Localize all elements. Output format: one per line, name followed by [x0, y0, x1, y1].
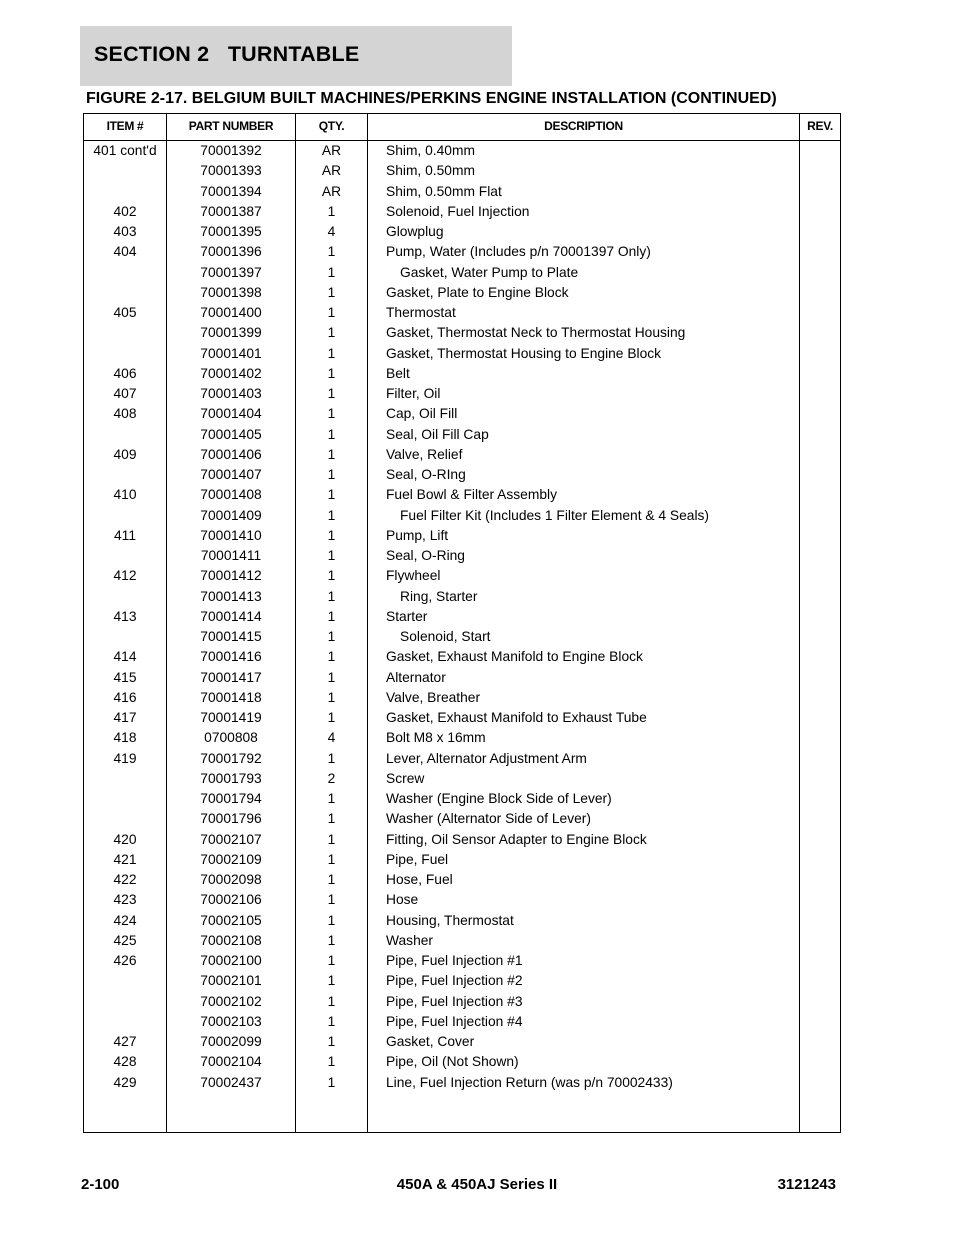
- quantity-cell: 1: [327, 264, 336, 280]
- part-number-cell: 0700808: [204, 730, 258, 746]
- item-number-cell: 422: [113, 872, 137, 887]
- description-cell: Lever, Alternator Adjustment Arm: [386, 750, 587, 766]
- table-row: [84, 729, 840, 749]
- description-cell: Seal, O-Ring: [386, 548, 465, 563]
- part-number-cell: 70001407: [200, 467, 262, 482]
- part-number-cell: 70001403: [200, 386, 262, 401]
- table-row: [84, 264, 840, 284]
- description-cell: Belt: [386, 365, 410, 381]
- table-row: [84, 527, 840, 547]
- quantity-cell: AR: [321, 143, 342, 158]
- table-row: [84, 628, 840, 648]
- part-number-cell: 70001792: [200, 750, 262, 766]
- item-number-cell: 406: [113, 365, 137, 381]
- table-row: [84, 243, 840, 263]
- part-number-cell: 70001419: [200, 710, 262, 725]
- item-number-cell: 402: [113, 203, 137, 219]
- table-row: [84, 790, 840, 810]
- part-number-cell: 70002099: [200, 1034, 262, 1049]
- part-number-cell: 70002107: [200, 831, 262, 847]
- quantity-cell: AR: [321, 163, 342, 179]
- part-number-cell: 70001393: [200, 163, 262, 179]
- description-cell: Glowplug: [386, 224, 444, 239]
- item-number-cell: 418: [113, 730, 137, 746]
- description-cell: Alternator: [386, 669, 446, 685]
- item-number-cell: 417: [113, 710, 137, 725]
- table-row: [84, 324, 840, 344]
- table-row: [84, 770, 840, 790]
- table-row: [84, 993, 840, 1013]
- item-number-cell: 414: [113, 649, 137, 665]
- column-header-part-number: PART NUMBER: [188, 119, 274, 133]
- document-number: 3121243: [777, 1176, 836, 1193]
- quantity-cell: 1: [327, 912, 336, 928]
- table-row: [84, 162, 840, 182]
- part-number-cell: 70001413: [200, 588, 262, 604]
- item-number-cell: 415: [113, 669, 137, 685]
- table-row: [84, 750, 840, 770]
- quantity-cell: 4: [327, 224, 336, 239]
- table-row: [84, 588, 840, 608]
- table-row: [84, 1033, 840, 1053]
- part-number-cell: 70002098: [200, 872, 262, 887]
- column-header-description: DESCRIPTION: [544, 119, 623, 133]
- table-row: [84, 426, 840, 446]
- description-cell: Valve, Breather: [386, 689, 481, 705]
- quantity-cell: 1: [327, 689, 336, 705]
- quantity-cell: 1: [327, 568, 336, 584]
- item-number-cell: 407: [113, 386, 137, 401]
- item-number-cell: 405: [113, 305, 137, 320]
- column-header-qty: QTY.: [318, 119, 345, 133]
- part-number-cell: 70002105: [200, 912, 262, 928]
- part-number-cell: 70001401: [200, 345, 262, 361]
- description-cell: Pump, Lift: [386, 527, 449, 543]
- quantity-cell: 1: [327, 851, 336, 867]
- quantity-cell: 1: [327, 1054, 336, 1070]
- quantity-cell: 1: [327, 710, 336, 725]
- quantity-cell: 1: [327, 588, 336, 604]
- table-row: [84, 304, 840, 324]
- table-row: [84, 284, 840, 304]
- quantity-cell: 1: [327, 811, 336, 827]
- table-row: [84, 1074, 840, 1094]
- quantity-cell: 1: [327, 244, 336, 260]
- quantity-cell: 1: [327, 426, 336, 442]
- quantity-cell: 1: [327, 892, 336, 908]
- description-cell: Pipe, Fuel Injection #3: [386, 993, 523, 1009]
- part-number-cell: 70001410: [200, 527, 262, 543]
- quantity-cell: 4: [327, 730, 336, 746]
- description-cell: Washer: [386, 932, 434, 948]
- quantity-cell: 1: [327, 345, 336, 361]
- table-body: [84, 142, 840, 1094]
- description-cell: Gasket, Thermostat Housing to Engine Block: [386, 345, 662, 361]
- quantity-cell: 1: [327, 750, 336, 766]
- description-cell: Starter: [386, 608, 428, 624]
- table-row: [84, 223, 840, 243]
- description-cell: Housing, Thermostat: [386, 912, 514, 928]
- part-number-cell: 70001796: [200, 811, 262, 827]
- column-header-rev: REV.: [807, 119, 833, 133]
- part-number-cell: 70001408: [200, 487, 262, 503]
- description-cell: Hose: [386, 892, 419, 908]
- part-number-cell: 70001417: [200, 669, 262, 685]
- part-number-cell: 70001412: [200, 568, 262, 584]
- description-cell: Bolt M8 x 16mm: [386, 730, 486, 746]
- table-row: [84, 851, 840, 871]
- description-cell: Fuel Bowl & Filter Assembly: [386, 487, 557, 503]
- part-number-cell: 70001395: [200, 224, 262, 239]
- table-row: [84, 203, 840, 223]
- quantity-cell: 2: [327, 770, 336, 786]
- table-row: [84, 608, 840, 628]
- item-number-cell: 409: [113, 446, 137, 462]
- quantity-cell: 1: [327, 446, 336, 462]
- item-number-cell: 423: [113, 892, 137, 908]
- table-row: [84, 709, 840, 729]
- table-row: [84, 567, 840, 587]
- item-number-cell: 412: [113, 568, 137, 584]
- quantity-cell: 1: [327, 365, 336, 381]
- quantity-cell: 1: [327, 284, 336, 300]
- part-number-cell: 70002103: [200, 1013, 262, 1029]
- part-number-cell: 70001387: [200, 203, 262, 219]
- quantity-cell: 1: [327, 325, 336, 341]
- part-number-cell: 70001406: [200, 446, 262, 462]
- quantity-cell: AR: [321, 183, 342, 199]
- description-cell: Solenoid, Fuel Injection: [386, 203, 530, 219]
- description-cell: Shim, 0.50mm Flat: [386, 183, 502, 199]
- description-cell: Cap, Oil Fill: [386, 406, 458, 422]
- description-cell: Pipe, Fuel Injection #2: [386, 973, 523, 989]
- part-number-cell: 70001394: [200, 183, 262, 199]
- header-divider: [84, 140, 840, 141]
- table-row: [84, 648, 840, 668]
- table-row: [84, 932, 840, 952]
- description-cell: Gasket, Water Pump to Plate: [400, 264, 579, 280]
- quantity-cell: 1: [327, 386, 336, 401]
- quantity-cell: 1: [327, 629, 336, 644]
- table-row: [84, 1053, 840, 1073]
- item-number-cell: 401 cont'd: [93, 143, 157, 158]
- quantity-cell: 1: [327, 831, 336, 847]
- description-cell: Flywheel: [386, 568, 441, 584]
- description-cell: Pump, Water (Includes p/n 70001397 Only): [386, 244, 651, 260]
- item-number-cell: 404: [113, 244, 137, 260]
- quantity-cell: 1: [327, 973, 336, 989]
- table-row: [84, 1013, 840, 1033]
- part-number-cell: 70001404: [200, 406, 262, 422]
- quantity-cell: 1: [327, 649, 336, 665]
- page-number: 2-100: [81, 1176, 120, 1193]
- item-number-cell: 408: [113, 406, 137, 422]
- description-cell: Pipe, Oil (Not Shown): [386, 1054, 519, 1070]
- description-cell: Hose, Fuel: [386, 872, 453, 887]
- part-number-cell: 70001418: [200, 689, 262, 705]
- table-row: [84, 345, 840, 365]
- part-number-cell: 70002104: [200, 1054, 262, 1070]
- part-number-cell: 70001409: [200, 507, 262, 523]
- table-row: [84, 547, 840, 567]
- part-number-cell: 70001396: [200, 244, 262, 260]
- part-number-cell: 70002100: [200, 953, 262, 968]
- table-row: [84, 385, 840, 405]
- table-row: [84, 952, 840, 972]
- quantity-cell: 1: [327, 1034, 336, 1049]
- table-row: [84, 507, 840, 527]
- item-number-cell: 413: [113, 608, 137, 624]
- description-cell: Shim, 0.40mm: [386, 143, 475, 158]
- quantity-cell: 1: [327, 872, 336, 887]
- quantity-cell: 1: [327, 1013, 336, 1029]
- item-number-cell: 421: [113, 851, 137, 867]
- item-number-cell: 426: [113, 953, 137, 968]
- quantity-cell: 1: [327, 487, 336, 503]
- part-number-cell: 70001402: [200, 365, 262, 381]
- table-row: [84, 891, 840, 911]
- item-number-cell: 411: [114, 527, 136, 543]
- part-number-cell: 70002109: [200, 851, 262, 867]
- table-row: [84, 831, 840, 851]
- table-row: [84, 689, 840, 709]
- part-number-cell: 70001392: [200, 143, 262, 158]
- description-cell: Seal, Oil Fill Cap: [386, 426, 489, 442]
- description-cell: Gasket, Plate to Engine Block: [386, 284, 569, 300]
- description-cell: Ring, Starter: [400, 588, 478, 604]
- part-number-cell: 70001399: [200, 325, 262, 341]
- figure-title: FIGURE 2-17. BELGIUM BUILT MACHINES/PERKINS ENGINE INSTALLATION (CONTINUED): [86, 90, 777, 107]
- description-cell: Gasket, Thermostat Neck to Thermostat Housing: [386, 325, 686, 341]
- section-banner: [80, 26, 512, 86]
- quantity-cell: 1: [327, 993, 336, 1009]
- item-number-cell: 427: [113, 1034, 137, 1049]
- part-number-cell: 70001414: [200, 608, 262, 624]
- item-number-cell: 403: [113, 224, 137, 239]
- description-cell: Gasket, Exhaust Manifold to Exhaust Tube: [386, 710, 647, 725]
- table-row: [84, 669, 840, 689]
- part-number-cell: 70001398: [200, 284, 262, 300]
- quantity-cell: 1: [327, 953, 336, 968]
- part-number-cell: 70001405: [200, 426, 262, 442]
- description-cell: Fuel Filter Kit (Includes 1 Filter Element & 4 Seals): [400, 507, 710, 523]
- part-number-cell: 70001793: [200, 770, 262, 786]
- part-number-cell: 70002106: [200, 892, 262, 908]
- item-number-cell: 429: [113, 1074, 137, 1090]
- column-header-item: ITEM #: [106, 119, 144, 133]
- description-cell: Screw: [386, 770, 425, 786]
- item-number-cell: 425: [113, 932, 137, 948]
- model-name: 450A & 450AJ Series II: [396, 1176, 558, 1193]
- item-number-cell: 416: [113, 689, 137, 705]
- quantity-cell: 1: [327, 467, 336, 482]
- item-number-cell: 424: [113, 912, 137, 928]
- table-row: [84, 972, 840, 992]
- table-row: [84, 912, 840, 932]
- quantity-cell: 1: [327, 507, 336, 523]
- table-row: [84, 466, 840, 486]
- part-number-cell: 70001416: [200, 649, 262, 665]
- quantity-cell: 1: [327, 203, 336, 219]
- section-title: SECTION 2 TURNTABLE: [94, 42, 360, 66]
- part-number-cell: 70002108: [200, 932, 262, 948]
- description-cell: Pipe, Fuel Injection #1: [386, 953, 523, 968]
- quantity-cell: 1: [327, 1074, 336, 1090]
- quantity-cell: 1: [327, 608, 336, 624]
- description-cell: Washer (Alternator Side of Lever): [386, 811, 591, 827]
- part-number-cell: 70001400: [200, 305, 262, 320]
- table-row: [84, 446, 840, 466]
- table-row: [84, 142, 840, 162]
- quantity-cell: 1: [327, 932, 336, 948]
- part-number-cell: 70001415: [200, 629, 262, 644]
- description-cell: Line, Fuel Injection Return (was p/n 70002433): [386, 1074, 673, 1090]
- table-row: [84, 486, 840, 506]
- part-number-cell: 70002101: [200, 973, 262, 989]
- part-number-cell: 70002102: [200, 993, 262, 1009]
- item-number-cell: 419: [113, 750, 137, 766]
- description-cell: Pipe, Fuel: [386, 851, 449, 867]
- description-cell: Valve, Relief: [386, 446, 463, 462]
- description-cell: Gasket, Exhaust Manifold to Engine Block: [386, 649, 643, 665]
- description-cell: Solenoid, Start: [400, 629, 491, 644]
- quantity-cell: 1: [327, 406, 336, 422]
- description-cell: Pipe, Fuel Injection #4: [386, 1013, 523, 1029]
- table-row: [84, 183, 840, 203]
- item-number-cell: 420: [113, 831, 137, 847]
- description-cell: Shim, 0.50mm: [386, 163, 475, 179]
- table-row: [84, 405, 840, 425]
- quantity-cell: 1: [327, 548, 336, 563]
- description-cell: Seal, O-RIng: [386, 467, 466, 482]
- description-cell: Washer (Engine Block Side of Lever): [386, 791, 612, 806]
- part-number-cell: 70001794: [200, 791, 262, 806]
- quantity-cell: 1: [327, 791, 336, 806]
- item-number-cell: 410: [113, 487, 137, 503]
- item-number-cell: 428: [113, 1054, 137, 1070]
- part-number-cell: 70001411: [200, 548, 262, 563]
- quantity-cell: 1: [327, 527, 336, 543]
- table-row: [84, 871, 840, 891]
- table-row: [84, 810, 840, 830]
- description-cell: Thermostat: [386, 305, 456, 320]
- parts-table: [83, 113, 841, 1133]
- description-cell: Gasket, Cover: [386, 1034, 475, 1049]
- quantity-cell: 1: [327, 669, 336, 685]
- part-number-cell: 70002437: [200, 1074, 262, 1090]
- description-cell: Filter, Oil: [386, 386, 441, 401]
- quantity-cell: 1: [327, 305, 336, 320]
- description-cell: Fitting, Oil Sensor Adapter to Engine Block: [386, 831, 647, 847]
- part-number-cell: 70001397: [200, 264, 262, 280]
- table-row: [84, 365, 840, 385]
